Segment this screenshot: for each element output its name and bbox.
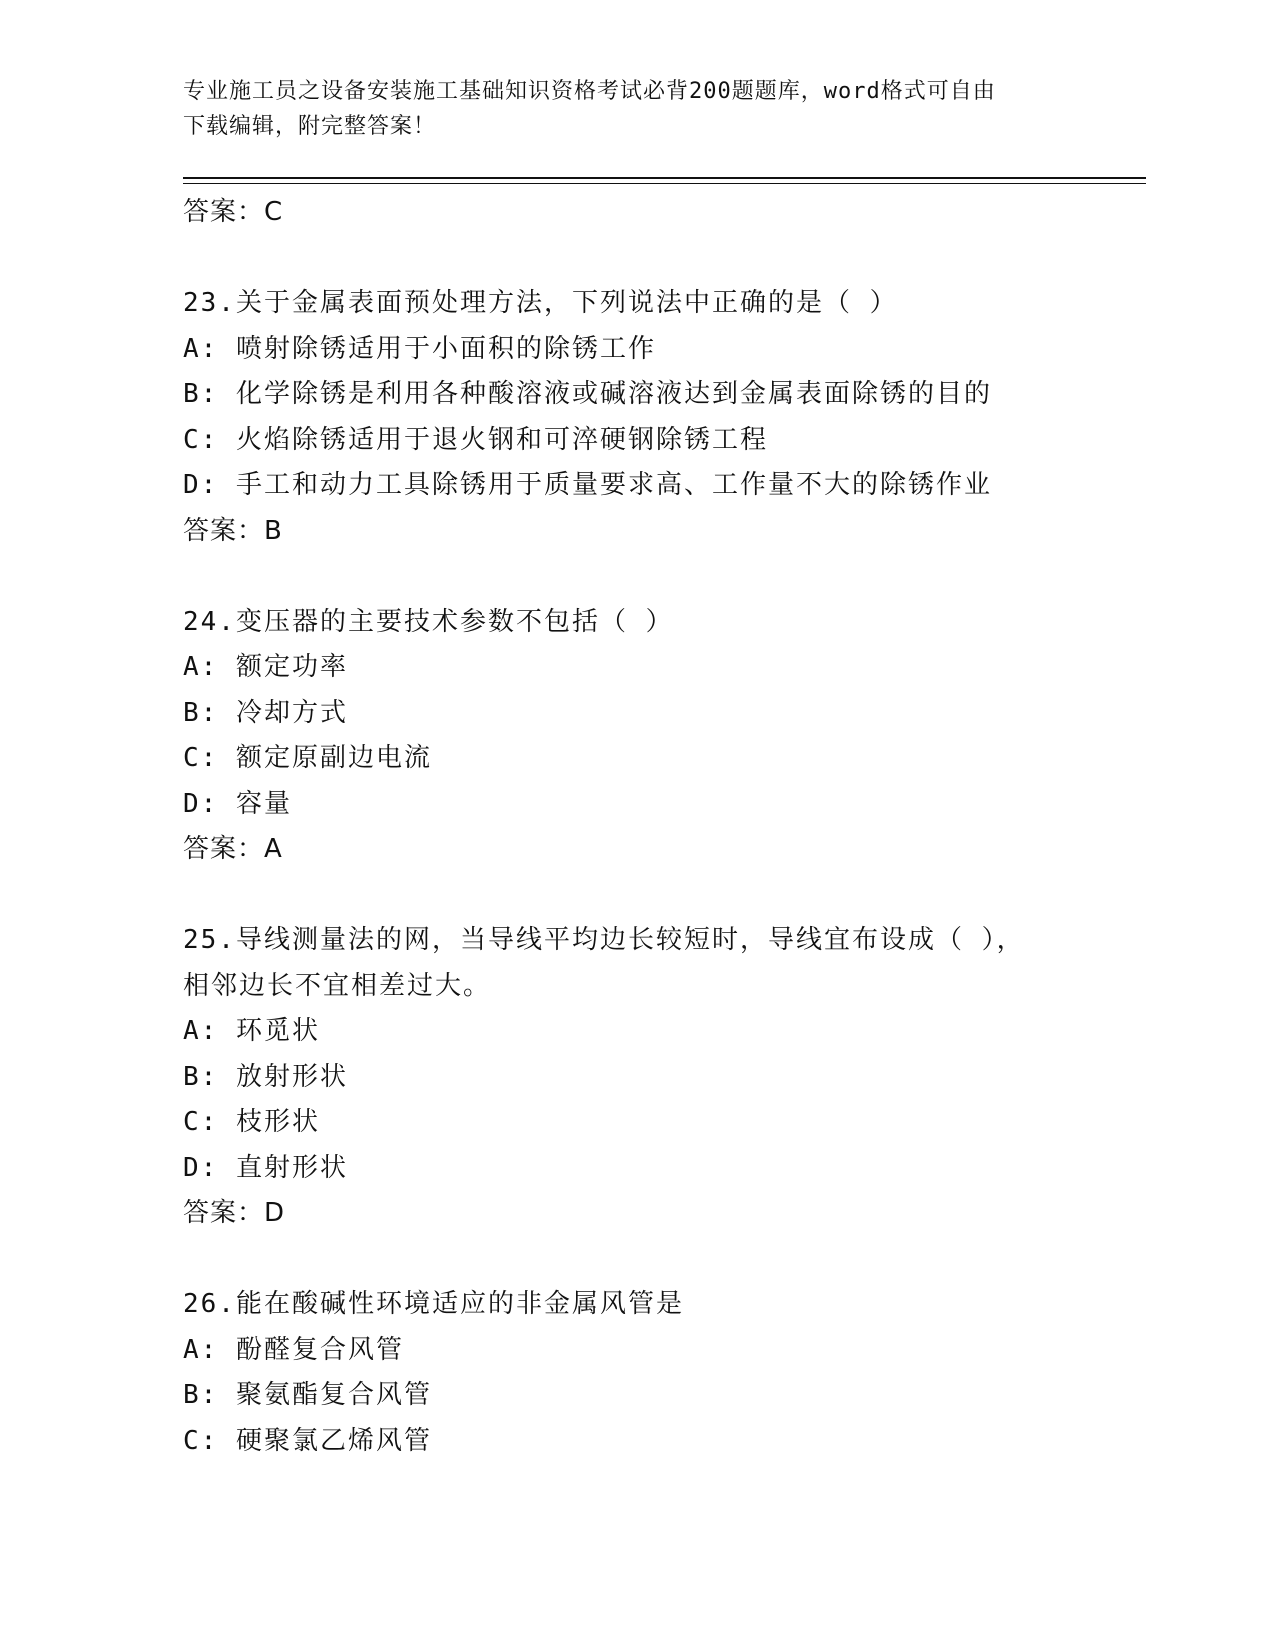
question-answer: 答案：D: [183, 1198, 286, 1228]
option-c: C: 硬聚氯乙烯风管: [183, 1425, 432, 1456]
option-c: C: 额定原副边电流: [183, 743, 432, 773]
option-a: A: 喷射除锈适用于小面积的除锈工作: [183, 333, 656, 364]
option-b: B: 聚氨酯复合风管: [183, 1380, 432, 1410]
header-rule-thin: [183, 183, 1146, 184]
option-b: B: 放射形状: [183, 1061, 348, 1092]
question-answer: 答案：A: [183, 834, 283, 864]
question-stem: 24.变压器的主要技术参数不包括（ ）: [183, 606, 674, 637]
header-rule-thick: [183, 177, 1146, 179]
question-list: [183, 190, 1143, 1464]
document-header: [183, 74, 1073, 144]
question-answer: 答案：B: [183, 515, 283, 546]
option-d: D: 手工和动力工具除锈用于质量要求高、工作量不大的除锈作业: [183, 470, 992, 500]
option-b: B: 冷却方式: [183, 697, 348, 728]
option-c: C: 枝形状: [183, 1107, 320, 1137]
question-23: [183, 281, 1143, 554]
question-24: [183, 600, 1143, 873]
question-26: [183, 1282, 1143, 1464]
option-a: A: 额定功率: [183, 652, 348, 682]
spacer: [183, 236, 1143, 282]
question-stem-line-2: 相邻边长不宜相差过大。: [183, 970, 492, 1001]
header-title-line-1: 专业施工员之设备安装施工基础知识资格考试必背200题题库，word格式可自由: [183, 79, 996, 104]
question-stem: 23.关于金属表面预处理方法，下列说法中正确的是（ ）: [183, 288, 898, 318]
spacer: [183, 1237, 1143, 1283]
spacer: [183, 873, 1143, 919]
question-25: [183, 918, 1143, 1237]
option-a: A: 环觅状: [183, 1016, 320, 1046]
option-a: A: 酚醛复合风管: [183, 1334, 404, 1365]
option-d: D: 直射形状: [183, 1152, 348, 1183]
option-c: C: 火焰除锈适用于退火钢和可淬硬钢除锈工程: [183, 424, 768, 455]
spacer: [183, 554, 1143, 600]
previous-question-answer: 答案：C: [183, 197, 284, 227]
question-stem-line-1: 25.导线测量法的网，当导线平均边长较短时，导线宜布设成（ ），: [183, 925, 1025, 955]
header-title-line-2: 下载编辑，附完整答案！: [183, 114, 437, 139]
option-b: B: 化学除锈是利用各种酸溶液或碱溶液达到金属表面除锈的目的: [183, 379, 992, 409]
question-stem: 26.能在酸碱性环境适应的非金属风管是: [183, 1289, 684, 1319]
option-d: D: 容量: [183, 788, 292, 819]
